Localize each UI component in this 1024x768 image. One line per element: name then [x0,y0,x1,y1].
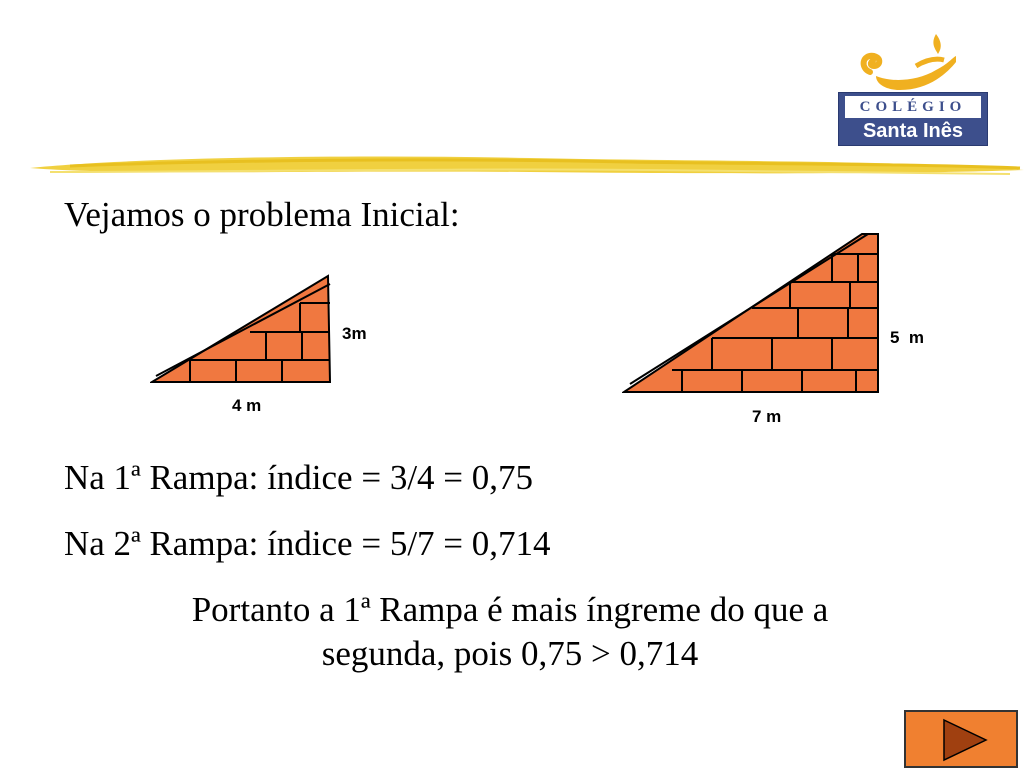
ramp-1-index-text: Na 1ª Rampa: índice = 3/4 = 0,75 [64,458,534,497]
ramp-2-base-label: 7 m [752,407,782,426]
intro-text: Vejamos o problema Inicial: [64,195,460,234]
next-arrow-icon [906,712,1016,766]
conclusion-line-2: segunda, pois 0,75 > 0,714 [321,634,699,673]
ramp-2-height-label: 5 m [890,328,925,347]
conclusion-line-1: Portanto a 1ª Rampa é mais íngreme do que a [191,590,829,629]
brush-divider [30,148,1024,188]
ramp-1-base-label: 4 m [232,396,262,415]
conclusion-text [60,588,960,676]
oil-lamp-icon [856,32,966,94]
next-slide-button[interactable] [904,710,1018,768]
logo-plate [838,92,988,146]
logo-college-text: COLÉGIO [845,96,981,118]
ramp-1-diagram [150,270,340,386]
ramp-2-diagram [622,230,884,396]
ramp-1-height-label: 3m [342,324,367,343]
school-logo [836,32,988,148]
logo-school-name: Santa Inês [862,120,964,142]
ramp-2-index-text: Na 2ª Rampa: índice = 5/7 = 0,714 [64,524,551,563]
